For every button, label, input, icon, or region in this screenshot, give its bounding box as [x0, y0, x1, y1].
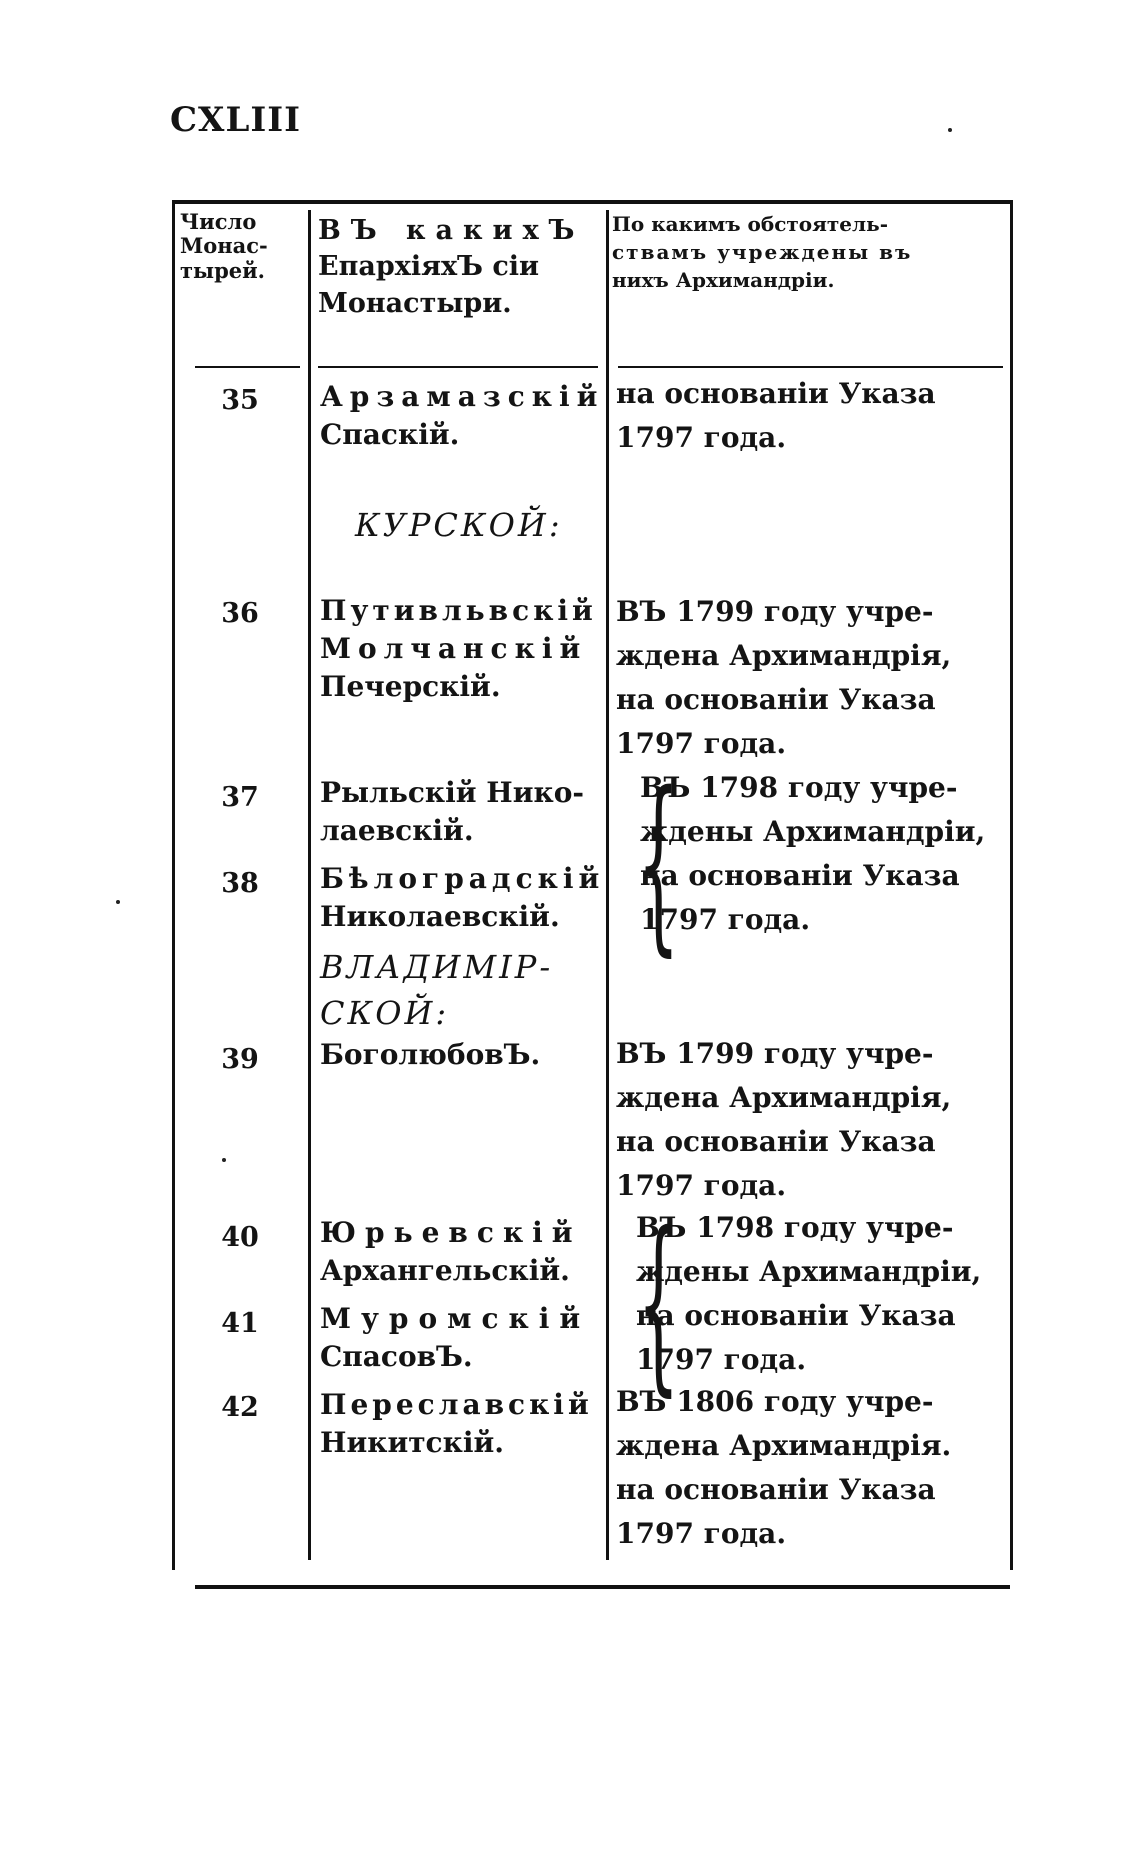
monastery-description: ВЪ 1798 году учре- ждены Архимандріи, на основаніи Указа 1797 года. [636, 1211, 982, 1376]
row-number: 36 [221, 598, 259, 629]
row-number: 42 [221, 1392, 259, 1423]
monastery-description: ВЪ 1806 году учре- ждена Архимандрія. на основаніи Указа 1797 года. [616, 1385, 952, 1550]
monastery-name: Юрьевскій Архангельскій. [320, 1216, 582, 1287]
row-number: 41 [221, 1308, 259, 1339]
page-number: CXLIII [170, 100, 302, 140]
row-number: 37 [221, 782, 259, 813]
monastery-description: на основаніи Указа 1797 года. [616, 377, 936, 454]
column-divider-1 [308, 210, 311, 1560]
monastery-name: Путивльвскій Молчанскій Печерскій. [320, 594, 597, 703]
monastery-name: Муромскій СпасовЪ. [320, 1302, 591, 1373]
row-number: 38 [221, 868, 259, 899]
diocese-heading: КУРСКОЙ: [355, 506, 563, 544]
monastery-name: Бѣлоградскій Николаевскій. [320, 862, 605, 933]
column-divider-2 [606, 210, 609, 1560]
column-header-count: Число Монас- тырей. [180, 209, 268, 283]
grouping-brace: { [637, 752, 680, 973]
monastery-description: ВЪ 1799 году учре- ждена Архимандрія, на основаніи Указа 1797 года. [616, 595, 952, 760]
row-number: 39 [221, 1044, 259, 1075]
diocese-heading: ВЛАДИМІР- СКОЙ: [320, 948, 554, 1032]
decorative-speck [222, 1158, 226, 1162]
row-number: 35 [221, 385, 259, 416]
monastery-name: Переславскій Никитскій. [320, 1388, 593, 1459]
header-underline-2 [318, 366, 598, 368]
table-left-rule [172, 200, 175, 1570]
table-top-rule [173, 200, 1013, 204]
monastery-name: Арзамазскій Спаскій. [320, 380, 605, 451]
header-underline-1 [195, 366, 300, 368]
column-header-diocese: ВЪ какихЪ ЕпархіяхЪ сіи Монастыри. [318, 215, 585, 319]
grouping-brace: { [637, 1192, 680, 1413]
header-underline-3 [618, 366, 1003, 368]
row-number: 40 [221, 1222, 259, 1253]
monastery-description: ВЪ 1799 году учре- ждена Архимандрія, на основаніи Указа 1797 года. [616, 1037, 952, 1202]
monastery-name: БоголюбовЪ. [320, 1038, 541, 1071]
column-header-circumstances: По какимъ обстоятель- ствамъ учреждены въ нихъ Архимандріи. [612, 212, 913, 292]
monastery-name: Рыльскій Нико- лаевскій. [320, 776, 585, 847]
table-bottom-rule [195, 1585, 1010, 1589]
decorative-speck [116, 900, 120, 904]
monastery-description: ВЪ 1798 году учре- ждены Архимандріи, на основаніи Указа 1797 года. [640, 771, 986, 936]
decorative-speck [948, 128, 952, 132]
